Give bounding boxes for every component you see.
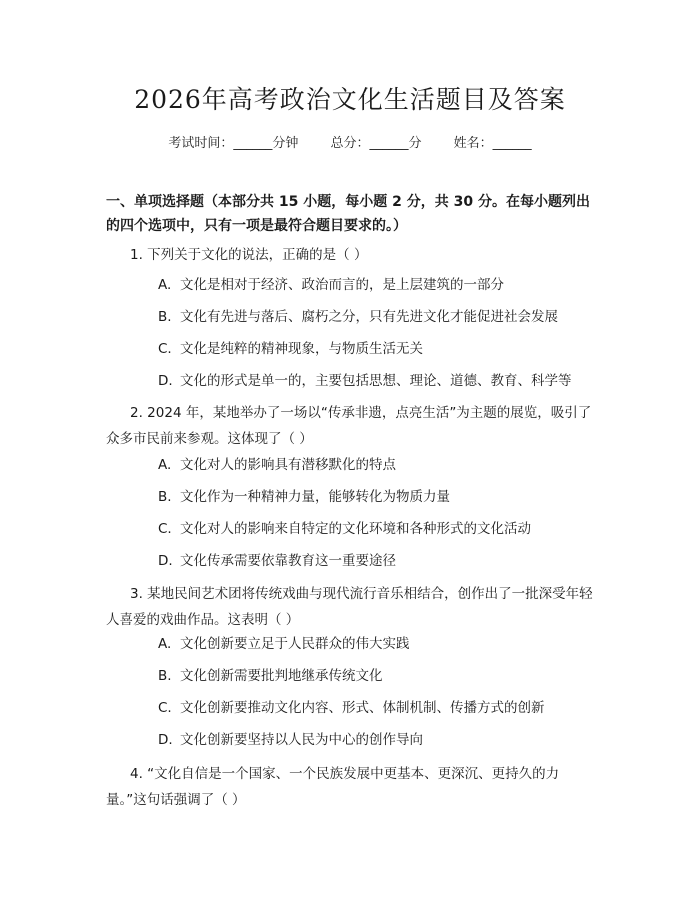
question-2-option-c [158, 519, 598, 539]
option-text: 文化作为一种精神力量，能够转化为物质力量 [180, 489, 450, 505]
option-letter: C. [158, 521, 172, 537]
option-letter: C. [158, 700, 172, 716]
question-3-stem: 3. 某地民间艺术团将传统戏曲与现代流行音乐相结合，创作出了一批深受年轻人喜爱的戏曲作品。这表明（ ） [106, 586, 593, 628]
option-letter: B. [158, 489, 172, 505]
exam-name: 姓名：______ [453, 136, 532, 151]
option-text: 文化创新要推动文化内容、形式、体制机制、传播方式的创新 [180, 700, 545, 716]
exam-time: 考试时间：______分钟 [168, 136, 299, 151]
question-2-option-b [158, 487, 598, 507]
question-2-stem: 2. 2024 年，某地举办了一场以“传承非遗，点亮生活”为主题的展览，吸引了众多市民前来参观。这体现了（ ） [106, 405, 592, 447]
option-letter: A. [158, 457, 172, 473]
question-3-option-c [158, 698, 598, 718]
exam-score: 总分：______分 [330, 136, 422, 151]
option-text: 文化传承需要依靠教育这一重要途径 [180, 553, 396, 569]
question-2-option-a [158, 455, 598, 475]
option-text: 文化创新需要批判地继承传统文化 [180, 668, 383, 684]
question-1-option-d [158, 371, 598, 391]
question-3-option-d [158, 730, 598, 750]
question-3-option-b [158, 666, 598, 686]
option-letter: A. [158, 636, 172, 652]
question-1-option-a [158, 275, 598, 295]
option-letter: D. [158, 732, 173, 748]
option-text: 文化有先进与落后、腐朽之分，只有先进文化才能促进社会发展 [180, 309, 558, 325]
question-4-stem: 4. “文化自信是一个国家、一个民族发展中更基本、更深沉、更持久的力量。”这句话强调了（ ） [106, 766, 560, 808]
option-letter: D. [158, 373, 173, 389]
option-text: 文化是相对于经济、政治而言的，是上层建筑的一部分 [180, 277, 504, 293]
question-2-option-d [158, 551, 598, 571]
exam-meta [0, 132, 700, 151]
option-text: 文化创新要坚持以人民为中心的创作导向 [180, 732, 423, 748]
section-heading: 一、单项选择题（本部分共 15 小题，每小题 2 分，共 30 分。在每小题列出的四个选项中，只有一项是最符合题目要求的。） [106, 194, 590, 234]
question-1-stem: 1. 下列关于文化的说法，正确的是（ ） [130, 247, 368, 263]
option-text: 文化创新要立足于人民群众的伟大实践 [180, 636, 410, 652]
option-letter: C. [158, 341, 172, 357]
option-text: 文化对人的影响具有潜移默化的特点 [180, 457, 396, 473]
option-letter: B. [158, 309, 172, 325]
option-letter: B. [158, 668, 172, 684]
option-text: 文化的形式是单一的，主要包括思想、理论、道德、教育、科学等 [180, 373, 572, 389]
option-text: 文化是纯粹的精神现象，与物质生活无关 [180, 341, 423, 357]
question-1-option-b [158, 307, 598, 327]
option-letter: A. [158, 277, 172, 293]
option-letter: D. [158, 553, 173, 569]
page-title: 2026年高考政治文化生活题目及答案 [134, 85, 566, 114]
question-1-option-c [158, 339, 598, 359]
option-text: 文化对人的影响来自特定的文化环境和各种形式的文化活动 [180, 521, 531, 537]
question-3-option-a [158, 634, 598, 654]
